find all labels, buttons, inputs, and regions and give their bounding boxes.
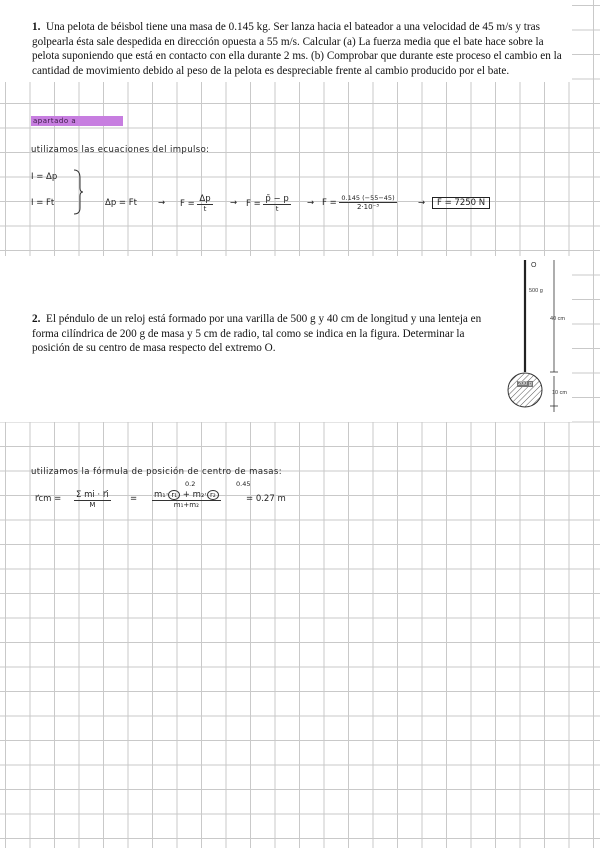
cm-expr-m2: + m₂· bbox=[180, 490, 207, 500]
cm-expr-r2: r₂ bbox=[207, 490, 219, 500]
cm-sup-b: 0.45 bbox=[236, 480, 251, 488]
cm-equals: = bbox=[130, 494, 138, 504]
step-force-3-den: 2·10⁻³ bbox=[356, 203, 380, 211]
pivot-o-label: O bbox=[531, 262, 537, 269]
step-force-2-lhs: F = bbox=[246, 199, 261, 209]
rod-length-label: 40 cm bbox=[550, 316, 565, 322]
step-force-1-num: Δp bbox=[199, 194, 211, 204]
step-force-2-num: p̄ − p bbox=[265, 194, 289, 204]
eq-impulse-force: I = Ft bbox=[31, 198, 55, 208]
rod-mass-label: 500 g bbox=[529, 288, 543, 294]
cm-sum-num: Σ mi · r⃗i bbox=[76, 490, 109, 500]
problem-2-number: 2. bbox=[32, 313, 41, 325]
problem-2-statement: El péndulo de un reloj está formado por una varilla de 500 g y 40 cm de longitud y una lenteja en forma cilíndrica de 200 g de masa y 5 cm de radio, tal como se indica en la figura. Determinar la posición de su centro de masa respecto del extremo O. bbox=[32, 313, 482, 355]
apartado-a-tag: apartado a bbox=[31, 116, 123, 126]
cm-sum-den: M bbox=[89, 501, 96, 509]
cm-sup-a: 0.2 bbox=[185, 480, 196, 488]
cm-expression bbox=[152, 490, 221, 509]
bob-mass-label: 200 g bbox=[518, 381, 532, 387]
cm-expression-num bbox=[152, 490, 221, 501]
cm-expression-den: m₁+m₂ bbox=[173, 501, 199, 509]
cm-result: = 0.27 m bbox=[246, 494, 286, 504]
pendulum-bob bbox=[508, 373, 542, 407]
step-force-1 bbox=[180, 194, 213, 213]
step-force-3 bbox=[322, 194, 397, 211]
arrow-1: → bbox=[158, 198, 166, 208]
arrow-3: → bbox=[307, 198, 315, 208]
eq-impulse-momentum: I = Δp bbox=[31, 172, 58, 182]
problem-2-text bbox=[32, 312, 504, 356]
step-force-3-num: 0.145 (−55−45) bbox=[341, 194, 395, 202]
problem-1-statement: Una pelota de béisbol tiene una masa de 0.145 kg. Ser lanza hacia el bateador a una velocidad de 45 m/s y tras golpearla ésta sale despedida en dirección opuesta a 55 m/s. Calcular (a) La fuerza media que el bate hace sobre la pelota suponiendo que está en contacto con ella durante 2 ms. (b) Comprobar que durante este proceso el cambio en la cantidad de movimiento debido al peso de la pelota es despreciable frente al cambio producido por el bate. bbox=[32, 21, 562, 77]
result-force-box: F = 7250 N bbox=[432, 197, 490, 209]
brace-icon bbox=[72, 168, 84, 216]
center-mass-intro-note: utilizamos la fórmula de posición de centro de masas: bbox=[31, 467, 282, 477]
cm-expr-r1: r₁ bbox=[168, 490, 180, 500]
cm-sum-fraction bbox=[74, 490, 111, 509]
problem-1-number: 1. bbox=[32, 21, 41, 33]
step-force-2-den: t bbox=[275, 205, 279, 213]
step-delta-p: Δp = Ft bbox=[105, 198, 137, 208]
step-force-3-lhs: F = bbox=[322, 198, 337, 208]
step-force-1-den: t bbox=[203, 205, 207, 213]
problem-1-text bbox=[32, 20, 570, 78]
arrow-2: → bbox=[230, 198, 238, 208]
impulse-intro-note: utilizamos las ecuaciones del impulso: bbox=[31, 145, 210, 155]
step-force-2 bbox=[246, 194, 291, 213]
problem-2-block bbox=[0, 256, 572, 422]
bob-length-label: 10 cm bbox=[552, 390, 567, 396]
pendulum-figure bbox=[500, 256, 572, 422]
step-force-1-lhs: F = bbox=[180, 199, 195, 209]
arrow-4: → bbox=[418, 198, 426, 208]
cm-expr-m1: m₁· bbox=[154, 490, 169, 500]
cm-formula-lhs: r⃗cm = bbox=[35, 494, 62, 504]
problem-1-block bbox=[0, 0, 572, 82]
